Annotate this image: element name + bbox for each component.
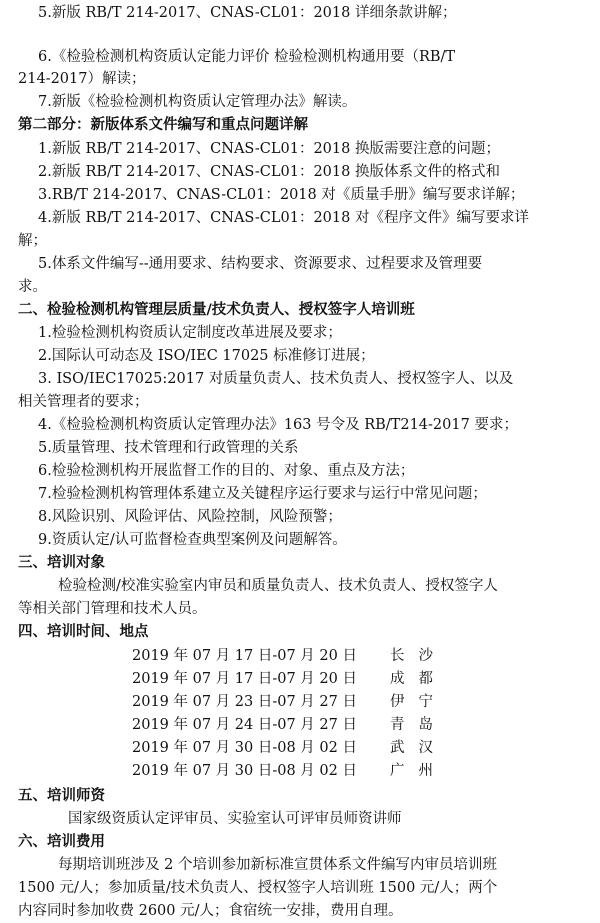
list-item: 1.检验检测机构资质认定制度改革进展及要求； (38, 325, 342, 341)
list-item: 3. ISO/IEC17025:2017 对质量负责人、技术负责人、授权签字人、以及 (38, 371, 514, 387)
list-item: 3.RB/T 214-2017、CNAS-CL01：2018 对《质量手册》编写要求详解； (38, 187, 525, 203)
list-item: 7.检验检测机构管理体系建立及关键程序运行要求与运行中常见问题； (38, 486, 487, 502)
section-heading: 三、培训对象 (18, 555, 105, 571)
schedule-city: 成都 (390, 671, 447, 687)
schedule-row (132, 714, 450, 736)
schedule-city: 广州 (390, 763, 447, 779)
list-item: 9.资质认定/认可监督检查典型案例及问题解答。 (38, 532, 347, 548)
schedule-date: 2019 年 07 月 30 日-08 月 02 日 (132, 740, 357, 756)
list-item: 5.质量管理、技术管理和行政管理的关系 (38, 440, 299, 456)
list-item: 5.体系文件编写--通用要求、结构要求、资源要求、过程要求及管理要 (38, 256, 483, 272)
list-item-continuation: 相关管理者的要求； (18, 394, 149, 410)
section-heading: 二、检验检测机构管理层质量/技术负责人、授权签字人培训班 (18, 302, 415, 318)
paragraph-continuation: 1500 元/人；参加质量/技术负责人、授权签字人培训班 1500 元/人；两个 (18, 880, 498, 896)
schedule-date: 2019 年 07 月 30 日-08 月 02 日 (132, 763, 357, 779)
list-item-continuation: 求。 (18, 279, 47, 295)
list-item: 8.风险识别、风险评估、风险控制，风险预警； (38, 509, 342, 525)
section-heading: 五、培训师资 (18, 788, 105, 804)
list-item: 5.新版 RB/T 214-2017、CNAS-CL01：2018 详细条款讲解； (38, 5, 457, 21)
schedule-city: 长沙 (390, 648, 447, 664)
list-item: 7.新版《检验检测机构资质认定管理办法》解读。 (38, 94, 357, 110)
section-heading: 四、培训时间、地点 (18, 624, 149, 640)
schedule-city: 武汉 (390, 740, 447, 756)
list-item: 4.新版 RB/T 214-2017、CNAS-CL01：2018 对《程序文件》编写要求详 (38, 210, 529, 226)
list-item-continuation: 214-2017）解读； (18, 71, 146, 87)
paragraph-line: 每期培训班涉及 2 个培训参加新标准宣贯体系文件编写内审员培训班 (58, 857, 497, 873)
list-item: 2.新版 RB/T 214-2017、CNAS-CL01：2018 换版体系文件的格式和 (38, 164, 500, 180)
section-heading: 六、培训费用 (18, 834, 105, 850)
schedule-date: 2019 年 07 月 17 日-07 月 20 日 (132, 671, 357, 687)
list-item: 4.《检验检测机构资质认定管理办法》163 号令及 RB/T214-2017 要求； (38, 417, 518, 433)
schedule-date: 2019 年 07 月 17 日-07 月 20 日 (132, 648, 357, 664)
schedule-date: 2019 年 07 月 23 日-07 月 27 日 (132, 694, 357, 710)
list-item: 1.新版 RB/T 214-2017、CNAS-CL01：2018 换版需要注意的问题； (38, 141, 500, 157)
schedule-row (132, 645, 450, 667)
schedule-row (132, 691, 450, 713)
paragraph-line: 国家级资质认定评审员、实验室认可评审员师资讲师 (68, 811, 402, 827)
schedule-row (132, 760, 450, 782)
schedule-city: 青岛 (390, 717, 447, 733)
schedule-date: 2019 年 07 月 24 日-07 月 27 日 (132, 717, 357, 733)
list-item: 2.国际认可动态及 ISO/IEC 17025 标准修订进展； (38, 348, 375, 364)
list-item-continuation: 解； (18, 233, 47, 249)
paragraph-continuation: 内容同时参加收费 2600 元/人；食宿统一安排，费用自理。 (18, 903, 403, 919)
list-item: 6.《检验检测机构资质认定能力评价 检验检测机构通用要（RB/T (38, 49, 456, 65)
schedule-city: 伊宁 (390, 694, 447, 710)
paragraph-continuation: 等相关部门管理和技术人员。 (18, 601, 207, 617)
section-heading: 第二部分：新版体系文件编写和重点问题详解 (18, 117, 308, 133)
paragraph-line: 检验检测/校准实验室内审员和质量负责人、技术负责人、授权签字人 (58, 578, 498, 594)
schedule-row (132, 737, 450, 759)
list-item: 6.检验检测机构开展监督工作的目的、对象、重点及方法； (38, 463, 415, 479)
schedule-row (132, 668, 450, 690)
